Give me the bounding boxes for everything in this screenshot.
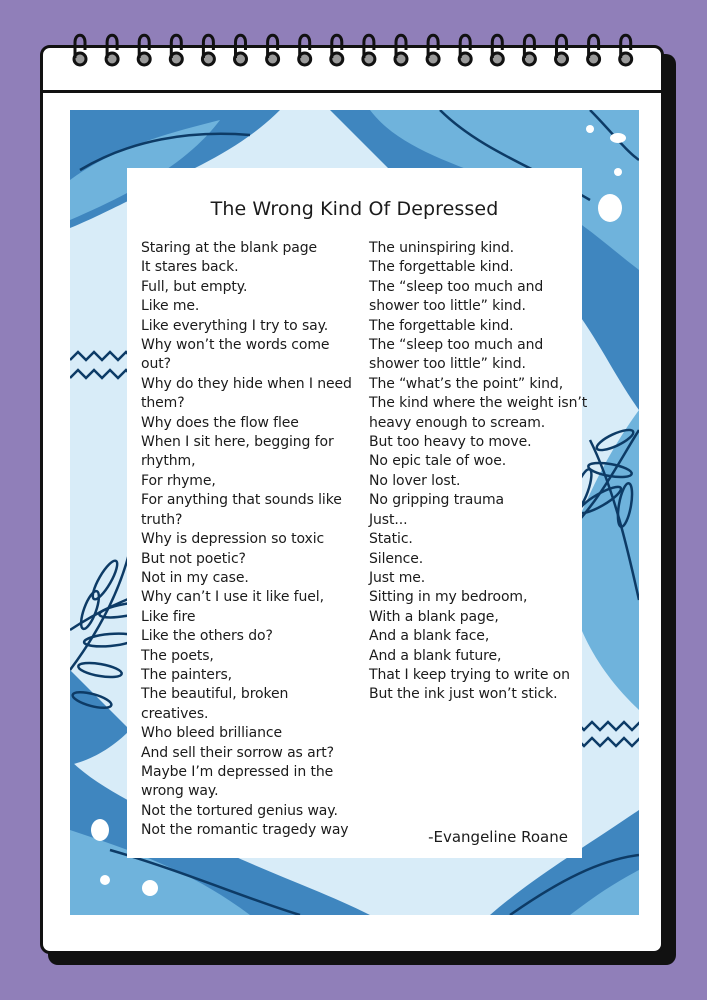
poem-line: The uninspiring kind. (369, 240, 515, 256)
binding-ring (523, 35, 535, 65)
poem-line: Who bleed brilliance (141, 725, 283, 742)
binding-ring (395, 35, 407, 65)
poem-line: rhythm, (141, 453, 196, 470)
poem-line: Not the tortured genius way. (141, 802, 338, 819)
binding-ring (299, 35, 311, 65)
poem-line: It stares back. (141, 259, 239, 276)
poem-line: Just me. (369, 569, 426, 586)
poem-line: And a blank face, (369, 628, 490, 645)
binding-ring (170, 35, 182, 65)
poem-line: Not the romantic tragedy way (141, 822, 349, 839)
poem-line: Silence. (369, 550, 424, 567)
poem-right-column (369, 239, 588, 705)
poem-card (127, 168, 588, 858)
binding-ring (620, 35, 632, 65)
poem-line: With a blank page, (369, 608, 499, 625)
notebook-page (40, 45, 664, 954)
poem-line: Staring at the blank page (141, 240, 318, 256)
poem-line: But too heavy to move. (369, 434, 532, 451)
poem-line: shower too little” kind. (369, 298, 526, 315)
binding-ring (363, 35, 375, 65)
poem-line: Like me. (141, 298, 200, 315)
binding-ring (106, 35, 118, 65)
poem-line: That I keep trying to write on (369, 666, 570, 683)
poem-line: truth? (141, 511, 183, 528)
poem-line: And sell their sorrow as art? (141, 744, 334, 761)
binding-ring (588, 35, 600, 65)
poem-line: No lover lost. (369, 472, 461, 489)
poem-line: wrong way. (141, 783, 219, 800)
poem-line: shower too little” kind. (369, 356, 526, 373)
poem-line: Why is depression so toxic (141, 531, 325, 548)
binding-ring (459, 35, 471, 65)
poem-line: When I sit here, begging for (141, 434, 334, 451)
poem-line: Why can’t I use it like fuel, (141, 589, 324, 606)
poem-line: heavy enough to scream. (369, 414, 546, 431)
poem-title: The Wrong Kind Of Depressed (210, 198, 499, 220)
binding-ring (491, 35, 503, 65)
binding-ring (556, 35, 568, 65)
binding-ring (235, 35, 247, 65)
poem-line: Like everything I try to say. (141, 317, 329, 334)
binding-line (43, 90, 661, 93)
poem-line: out? (141, 356, 171, 373)
poem-line: The forgettable kind. (369, 317, 514, 334)
poem-line: The “what’s the point” kind, (369, 375, 564, 392)
poem-line: creatives. (141, 705, 209, 722)
poem-line: Why does the flow flee (141, 414, 299, 431)
poem-line: The beautiful, broken (141, 686, 289, 703)
decorative-frame (70, 110, 639, 915)
poem-line: Just... (369, 511, 408, 528)
poem-line: Like the others do? (141, 628, 273, 645)
poem-line: For anything that sounds like (141, 492, 342, 509)
binding-ring (267, 35, 279, 65)
poem-author: -Evangeline Roane (428, 828, 568, 846)
spiral-binding (0, 0, 707, 80)
poem-line: Why won’t the words come (141, 337, 330, 354)
binding-ring (138, 35, 150, 65)
poem-line: The painters, (141, 666, 233, 683)
poem-line: Sitting in my bedroom, (369, 589, 528, 606)
poem-line: Full, but empty. (141, 278, 248, 295)
poem-line: The poets, (141, 647, 214, 664)
poem-line: Why do they hide when I need (141, 375, 352, 392)
poem-line: Maybe I’m depressed in the (141, 763, 334, 780)
binding-ring (202, 35, 214, 65)
binding-ring (331, 35, 343, 65)
poem-line: Like fire (141, 608, 196, 625)
poem-line: them? (141, 395, 185, 412)
poem-line: The “sleep too much and (369, 278, 544, 295)
poem-left-column (141, 239, 359, 841)
poem-line: No epic tale of woe. (369, 453, 507, 470)
poem-line: The kind where the weight isn’t (369, 395, 588, 412)
binding-ring (427, 35, 439, 65)
poem-line: But the ink just won’t stick. (369, 686, 558, 703)
poem-line: The forgettable kind. (369, 259, 514, 276)
poem-line: And a blank future, (369, 647, 502, 664)
binding-ring (74, 35, 86, 65)
poem-line: The “sleep too much and (369, 337, 544, 354)
poem-line: No gripping trauma (369, 492, 505, 509)
poem-line: But not poetic? (141, 550, 246, 567)
poem-line: Not in my case. (141, 569, 249, 586)
poem-line: For rhyme, (141, 472, 216, 489)
poem-line: Static. (369, 531, 413, 548)
